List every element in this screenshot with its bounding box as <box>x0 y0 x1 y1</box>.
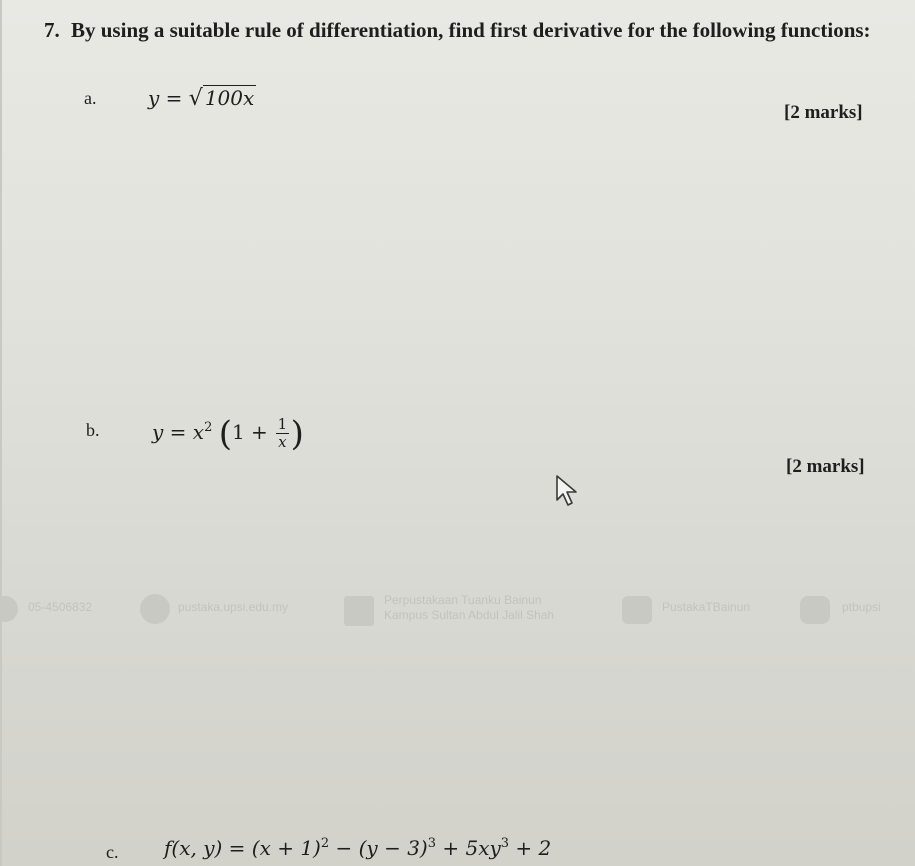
footer-website: pustaka.upsi.edu.my <box>178 600 289 614</box>
part-c-exp-c: 3 <box>500 836 510 851</box>
phone-icon <box>0 596 18 622</box>
part-c-equation <box>164 836 551 860</box>
footer-facebook <box>384 593 554 623</box>
facebook-icon <box>344 596 374 626</box>
part-c-exp-b: 3 <box>427 836 436 851</box>
part-c-expr-d: + 2 <box>509 836 552 860</box>
part-a-lhs: y = <box>148 86 183 110</box>
watermark-footer <box>0 590 915 630</box>
question-number: 7. <box>44 18 60 42</box>
part-b-marks: [2 marks] <box>786 456 865 477</box>
part-b-equation <box>152 414 304 454</box>
question-text: By using a suitable rule of differentiation, find first derivative for the following functions: <box>71 18 871 42</box>
part-b-exponent: 2 <box>204 420 213 435</box>
part-a-sqrt-argument: 100x <box>204 86 255 110</box>
footer-twitter: PustakaTBainun <box>662 600 751 614</box>
page-edge <box>0 0 2 866</box>
part-b-open-paren: ( <box>218 414 232 454</box>
part-a-label: a. <box>84 88 97 108</box>
part-c-expr-c: + 5xy <box>436 836 501 860</box>
part-b-close-paren: ) <box>290 414 304 454</box>
part-b-fraction-numerator: 1 <box>277 415 288 433</box>
footer-instagram: ptbupsi <box>842 600 881 614</box>
mouse-cursor-icon <box>555 474 585 513</box>
part-b-base: x <box>192 420 205 444</box>
footer-facebook-line1: Perpustakaan Tuanku Bainun <box>384 593 542 607</box>
part-c-expr-b: − (y − 3) <box>329 836 428 860</box>
footer-phone: 05-4506832 <box>28 600 93 614</box>
part-b-lhs: y = <box>152 420 187 444</box>
globe-icon <box>140 594 170 624</box>
part-b-one: 1 + <box>231 420 268 444</box>
sqrt-icon: √ <box>188 86 203 111</box>
part-b-fraction-denominator: x <box>278 433 287 451</box>
question-header <box>44 18 871 43</box>
part-c-expr-a: f(x, y) = (x + 1) <box>164 836 321 860</box>
twitter-icon <box>622 596 652 624</box>
part-a-marks: [2 marks] <box>784 102 863 123</box>
part-a-equation <box>148 86 256 111</box>
part-b-label: b. <box>86 420 100 440</box>
instagram-icon <box>800 596 830 624</box>
footer-facebook-line2: Kampus Sultan Abdul Jalil Shah <box>384 608 555 622</box>
part-c-exp-a: 2 <box>320 836 330 851</box>
part-b-fraction <box>276 416 288 451</box>
part-c-label: c. <box>106 842 119 862</box>
